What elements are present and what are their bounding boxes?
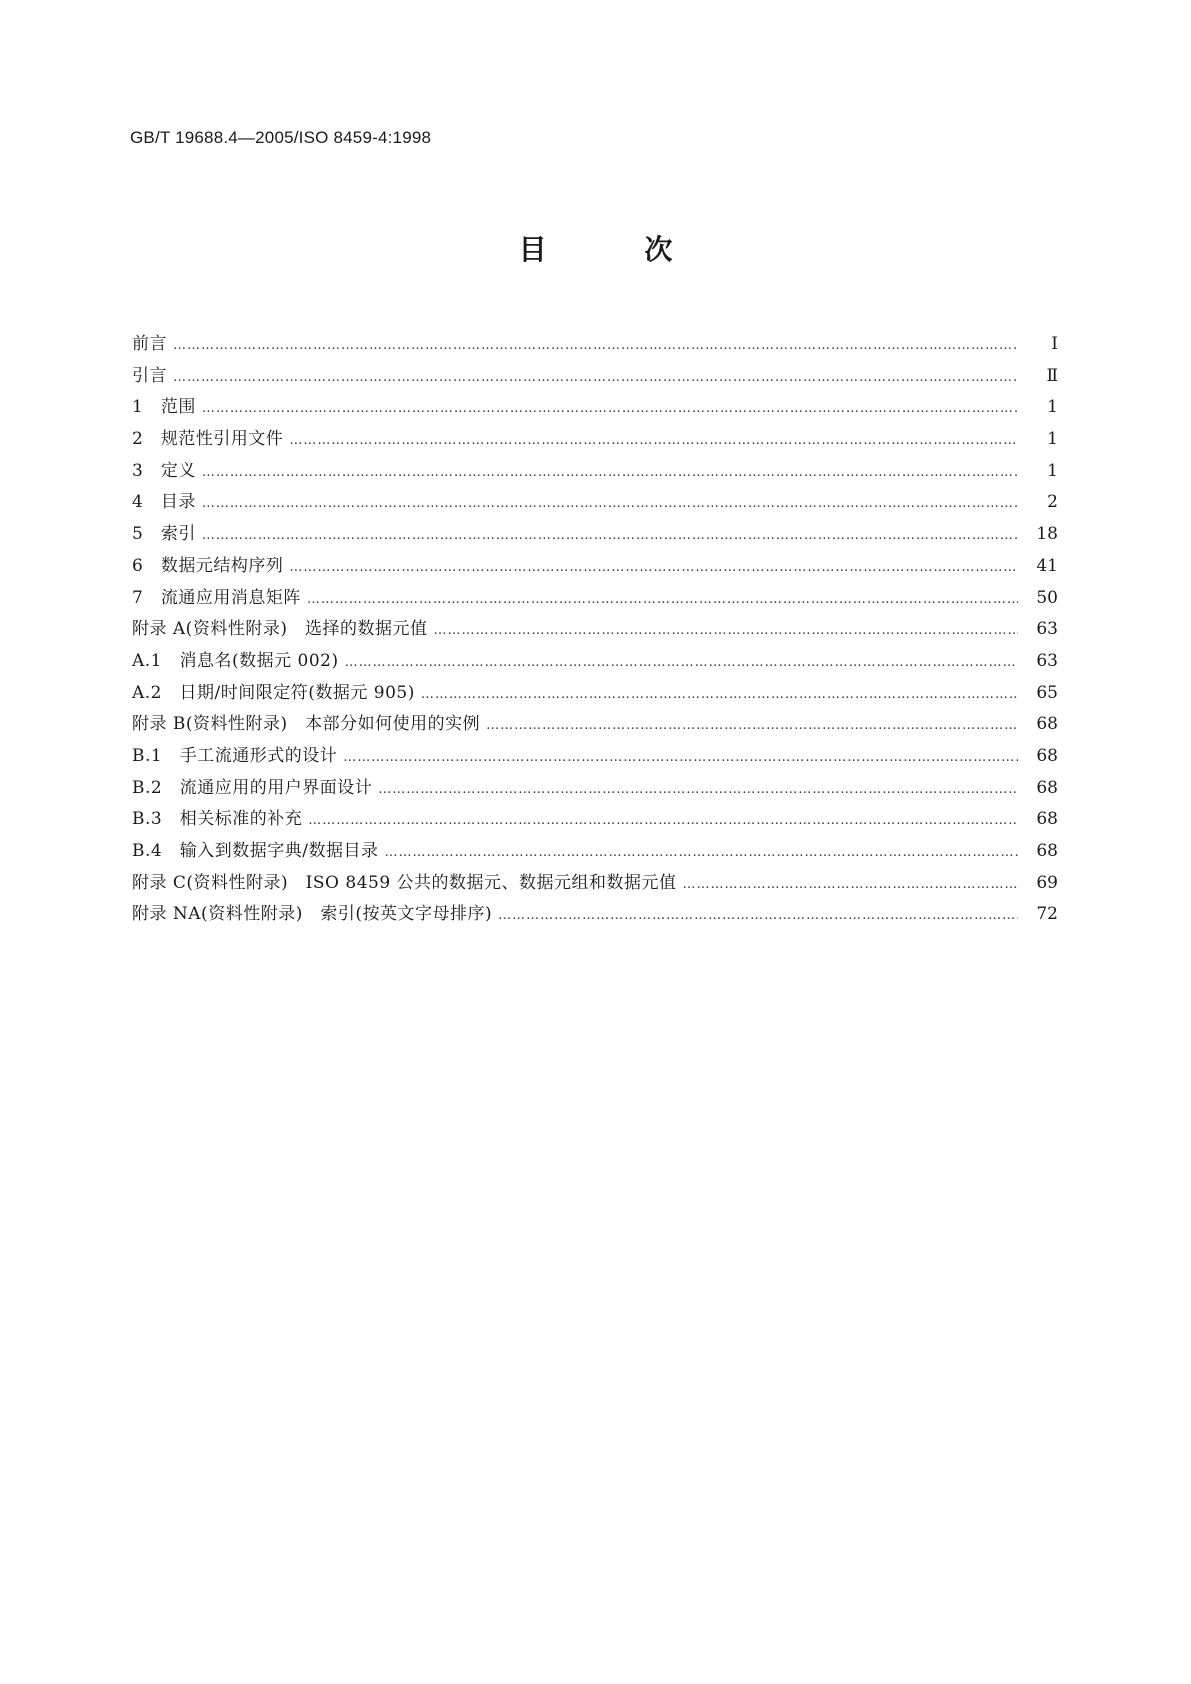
toc-page-number: 2 (1047, 492, 1058, 513)
toc-entry-label: 附录 A(资料性附录) 选择的数据元值 (132, 619, 428, 640)
toc-dot-leader (683, 869, 1018, 901)
toc-dot-leader (498, 900, 1018, 932)
toc-page-number: 1 (1047, 397, 1058, 418)
toc-entry-label: 附录 NA(资料性附录) 索引(按英文字母排序) (132, 904, 493, 925)
toc-dot-leader (421, 679, 1018, 711)
table-of-contents (132, 329, 1058, 931)
toc-entry-data-element-sequence[interactable] (132, 551, 1058, 583)
toc-entry-definitions[interactable] (132, 456, 1058, 488)
toc-entry-label: 引言 (132, 365, 167, 386)
toc-entry-message-matrix[interactable] (132, 583, 1058, 615)
toc-entry-label: B.4 输入到数据字典/数据目录 (132, 841, 379, 861)
toc-page-number: 68 (1036, 745, 1058, 766)
toc-dot-leader (433, 615, 1018, 647)
toc-page-number: 68 (1036, 841, 1058, 861)
toc-page-number: 69 (1036, 872, 1058, 893)
toc-dot-leader (202, 393, 1018, 425)
toc-entry-introduction[interactable] (132, 361, 1058, 393)
toc-page-number: 68 (1036, 809, 1058, 830)
toc-entry-index[interactable] (132, 519, 1058, 551)
toc-entry-annex-b[interactable] (132, 709, 1058, 741)
toc-entry-label: 2 规范性引用文件 (132, 429, 284, 450)
toc-entry-label: 附录 B(资料性附录) 本部分如何使用的实例 (132, 714, 481, 735)
toc-entry-label: A.2 日期/时间限定符(数据元 905) (132, 682, 415, 703)
toc-entry-b3[interactable] (132, 804, 1058, 836)
toc-entry-b1[interactable] (132, 741, 1058, 773)
toc-entry-label: 6 数据元结构序列 (132, 555, 284, 576)
toc-entry-label: 附录 C(资料性附录) ISO 8459 公共的数据元、数据元组和数据元值 (132, 872, 677, 893)
toc-entry-annex-na[interactable] (132, 899, 1058, 931)
toc-page-number: 65 (1036, 682, 1058, 703)
toc-dot-leader (486, 710, 1018, 742)
toc-entry-label: 7 流通应用消息矩阵 (132, 587, 301, 608)
toc-entry-label: B.2 流通应用的用户界面设计 (132, 777, 373, 798)
toc-page-number: 68 (1036, 714, 1058, 735)
toc-dot-leader (384, 837, 1018, 869)
toc-page-number: 1 (1047, 460, 1058, 481)
toc-dot-leader (343, 742, 1018, 774)
toc-entry-a2[interactable] (132, 678, 1058, 710)
toc-entry-label: 5 索引 (132, 524, 196, 545)
toc-entry-label: 1 范围 (132, 397, 196, 418)
toc-dot-leader (173, 330, 1018, 362)
toc-page-number: 68 (1036, 777, 1058, 798)
toc-page-number: 63 (1036, 650, 1058, 671)
toc-entry-b4[interactable] (132, 836, 1058, 868)
toc-page-number: 50 (1036, 587, 1058, 608)
toc-dot-leader (289, 425, 1018, 457)
page-title: 目 次 (518, 233, 717, 266)
toc-page-number: Ⅱ (1046, 365, 1058, 386)
toc-dot-leader (202, 457, 1018, 489)
toc-page-number: Ⅰ (1051, 334, 1058, 354)
toc-dot-leader (308, 805, 1018, 837)
toc-entry-normative-references[interactable] (132, 424, 1058, 456)
toc-page-number: 18 (1036, 524, 1058, 545)
toc-page-number: 72 (1036, 904, 1058, 925)
toc-dot-leader (378, 774, 1018, 806)
toc-entry-annex-a[interactable] (132, 614, 1058, 646)
toc-entry-label: A.1 消息名(数据元 002) (132, 650, 339, 671)
toc-entry-label: B.1 手工流通形式的设计 (132, 745, 338, 766)
toc-entry-label: 3 定义 (132, 460, 196, 481)
toc-dot-leader (289, 552, 1018, 584)
toc-dot-leader (307, 584, 1018, 616)
toc-entry-a1[interactable] (132, 646, 1058, 678)
toc-entry-label: 前言 (132, 334, 167, 354)
toc-dot-leader (173, 362, 1018, 394)
toc-page-number: 1 (1047, 429, 1058, 450)
standard-number: GB/T 19688.4—2005/ISO 8459-4:1998 (130, 128, 432, 147)
toc-dot-leader (345, 647, 1018, 679)
toc-entry-b2[interactable] (132, 773, 1058, 805)
toc-dot-leader (202, 488, 1018, 520)
toc-entry-foreword[interactable] (132, 329, 1058, 361)
toc-entry-label: 4 目录 (132, 492, 196, 513)
toc-entry-annex-c[interactable] (132, 868, 1058, 900)
toc-entry-directory[interactable] (132, 487, 1058, 519)
toc-entry-label: B.3 相关标准的补充 (132, 809, 303, 830)
toc-page-number: 41 (1036, 555, 1058, 576)
toc-page-number: 63 (1036, 619, 1058, 640)
toc-dot-leader (202, 520, 1018, 552)
toc-entry-scope[interactable] (132, 392, 1058, 424)
